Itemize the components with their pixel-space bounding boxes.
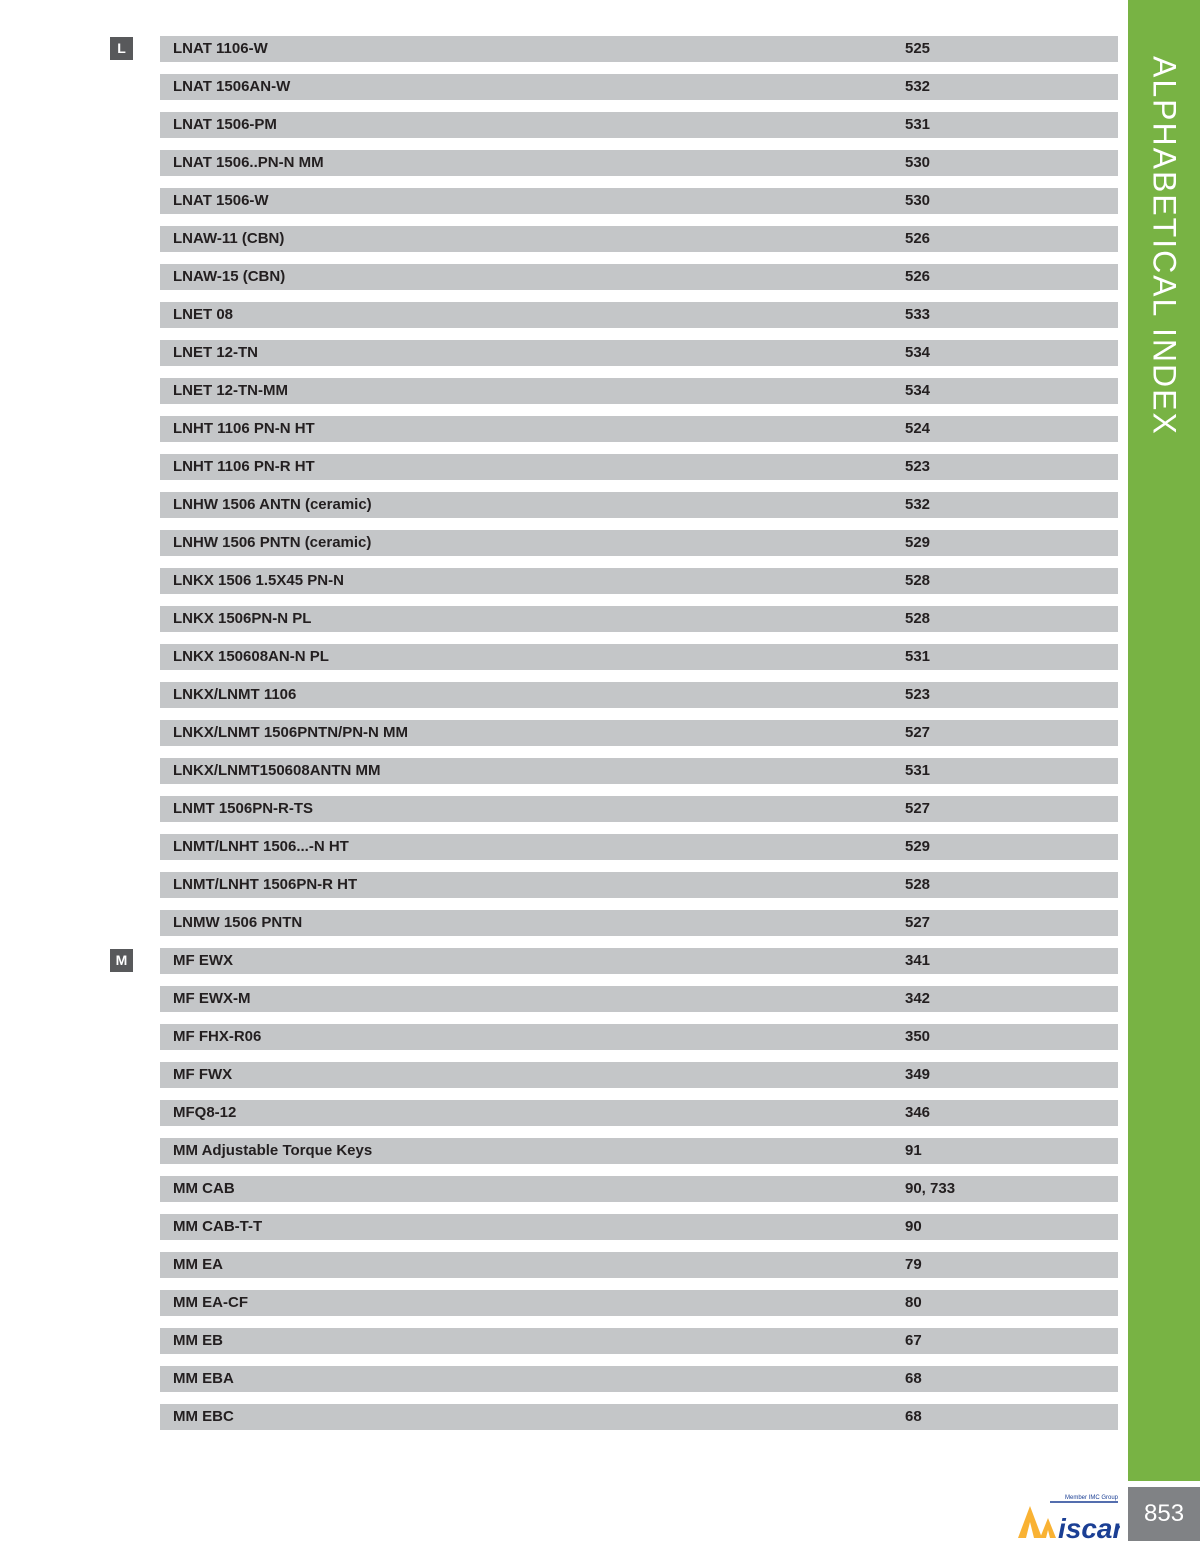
- entry-name: LNKX 1506 1.5X45 PN-N: [173, 572, 344, 589]
- index-row: [160, 1100, 1118, 1126]
- entry-page: 527: [905, 914, 931, 931]
- entry-page: 531: [905, 762, 931, 779]
- index-row: [160, 188, 1118, 214]
- index-row: [160, 264, 1118, 290]
- entry-page: 523: [905, 686, 931, 703]
- entry-page: 91: [905, 1142, 922, 1159]
- entry-page: 80: [905, 1294, 922, 1311]
- page-number-badge: 853: [1128, 1487, 1200, 1541]
- logo-yellow-mark-2: [1040, 1518, 1056, 1538]
- index-row: [160, 378, 1118, 404]
- index-row: [160, 720, 1118, 746]
- entry-page: 529: [905, 838, 931, 855]
- entry-name: LNKX 150608AN-N PL: [173, 648, 329, 665]
- entry-page: 524: [905, 420, 931, 437]
- entry-page: 534: [905, 344, 931, 361]
- index-list: [115, 36, 1118, 1442]
- entry-name: MM CAB: [173, 1180, 235, 1197]
- alphabetical-index-tab: [1128, 0, 1200, 1481]
- entry-name: LNMW 1506 PNTN: [173, 914, 303, 931]
- logo-yellow-mark: [1018, 1506, 1042, 1538]
- iscar-logo: [1016, 1492, 1120, 1542]
- entry-name: LNAT 1506AN-W: [173, 78, 291, 95]
- entry-page: 534: [905, 382, 931, 399]
- index-row: [160, 226, 1118, 252]
- entry-page: 528: [905, 876, 931, 893]
- iscar-logo-graphic: [1016, 1492, 1120, 1542]
- entry-page: 532: [905, 78, 931, 95]
- index-row: [160, 872, 1118, 898]
- entry-name: LNHW 1506 PNTN (ceramic): [173, 534, 372, 551]
- entry-name: LNAT 1506..PN-N MM: [173, 154, 324, 171]
- entry-page: 527: [905, 724, 931, 741]
- entry-name: MM EA: [173, 1256, 223, 1273]
- index-row: [160, 302, 1118, 328]
- entry-page: 527: [905, 800, 931, 817]
- section-rows: [160, 36, 1118, 936]
- entry-page: 342: [905, 990, 931, 1007]
- entry-page: 523: [905, 458, 931, 475]
- section-letter-badge: [110, 949, 133, 972]
- index-row: [160, 112, 1118, 138]
- entry-name: LNMT 1506PN-R-TS: [173, 800, 314, 817]
- index-row: [160, 1062, 1118, 1088]
- entry-name: MM EBA: [173, 1370, 234, 1387]
- entry-page: 68: [905, 1408, 922, 1425]
- index-row: [160, 1252, 1118, 1278]
- entry-page: 532: [905, 496, 931, 513]
- section-letter-badge: [110, 37, 133, 60]
- entry-name: LNET 08: [173, 306, 234, 323]
- index-row: [160, 1176, 1118, 1202]
- entry-name: LNHW 1506 ANTN (ceramic): [173, 496, 372, 513]
- index-row: [160, 682, 1118, 708]
- entry-page: 529: [905, 534, 931, 551]
- index-row: [160, 492, 1118, 518]
- index-row: [160, 948, 1118, 974]
- entry-name: LNKX/LNMT 1506PNTN/PN-N MM: [173, 724, 409, 741]
- index-row: [160, 1366, 1118, 1392]
- entry-page: 531: [905, 648, 931, 665]
- entry-page: 531: [905, 116, 931, 133]
- index-row: [160, 644, 1118, 670]
- entry-page: 350: [905, 1028, 931, 1045]
- section-rows: [160, 948, 1118, 1430]
- entry-name: MF EWX-M: [173, 990, 251, 1007]
- entry-page: 526: [905, 268, 931, 285]
- index-row: [160, 1138, 1118, 1164]
- entry-name: LNAT 1106-W: [173, 40, 268, 57]
- entry-name: LNMT/LNHT 1506...-N HT: [173, 838, 349, 855]
- index-row: [160, 150, 1118, 176]
- index-row: [160, 454, 1118, 480]
- index-row: [160, 834, 1118, 860]
- section-letter-label: L: [117, 40, 126, 56]
- entry-name: MF EWX: [173, 952, 233, 969]
- entry-name: MM CAB-T-T: [173, 1218, 263, 1235]
- entry-name: LNHT 1106 PN-R HT: [173, 458, 315, 475]
- entry-page: 90, 733: [905, 1180, 956, 1197]
- index-row: [160, 606, 1118, 632]
- entry-name: LNKX 1506PN-N PL: [173, 610, 312, 627]
- entry-page: 346: [905, 1104, 931, 1121]
- index-row: [160, 36, 1118, 62]
- entry-name: MF FHX-R06: [173, 1028, 262, 1045]
- entry-name: LNET 12-TN: [173, 344, 259, 361]
- entry-name: LNAW-11 (CBN): [173, 230, 285, 247]
- index-section: [117, 36, 1118, 936]
- entry-name: MF FWX: [173, 1066, 233, 1083]
- index-section: [115, 948, 1118, 1430]
- entry-page: 526: [905, 230, 931, 247]
- entry-page: 67: [905, 1332, 922, 1349]
- alphabetical-index-label: ALPHABETICAL INDEX: [1146, 56, 1183, 436]
- index-row: [160, 986, 1118, 1012]
- index-row: [160, 1024, 1118, 1050]
- entry-name: MM EB: [173, 1332, 223, 1349]
- entry-page: 530: [905, 192, 931, 209]
- entry-page: 528: [905, 572, 931, 589]
- entry-name: MM EA-CF: [173, 1294, 248, 1311]
- entry-page: 530: [905, 154, 931, 171]
- index-row: [160, 530, 1118, 556]
- entry-name: LNMT/LNHT 1506PN-R HT: [173, 876, 358, 893]
- entry-name: LNHT 1106 PN-N HT: [173, 420, 315, 437]
- entry-page: 79: [905, 1256, 922, 1273]
- entry-page: 90: [905, 1218, 922, 1235]
- index-row: [160, 796, 1118, 822]
- index-row: [160, 568, 1118, 594]
- index-row: [160, 74, 1118, 100]
- entry-name: MM Adjustable Torque Keys: [173, 1142, 373, 1159]
- entry-page: 533: [905, 306, 931, 323]
- index-row: [160, 1290, 1118, 1316]
- logo-brand-text: iscar: [1058, 1513, 1120, 1542]
- entry-name: LNAT 1506-PM: [173, 116, 277, 133]
- entry-name: LNKX/LNMT 1106: [173, 686, 297, 703]
- entry-page: 349: [905, 1066, 931, 1083]
- index-row: [160, 758, 1118, 784]
- entry-name: LNAT 1506-W: [173, 192, 269, 209]
- index-row: [160, 1328, 1118, 1354]
- index-row: [160, 340, 1118, 366]
- index-row: [160, 1214, 1118, 1240]
- entry-name: MFQ8-12: [173, 1104, 237, 1121]
- entry-name: LNKX/LNMT150608ANTN MM: [173, 762, 381, 779]
- logo-tagline: Member IMC Group: [1064, 1495, 1118, 1501]
- index-row: [160, 910, 1118, 936]
- index-row: [160, 416, 1118, 442]
- section-letter-label: M: [115, 952, 128, 968]
- entry-page: 528: [905, 610, 931, 627]
- index-row: [160, 1404, 1118, 1430]
- entry-page: 341: [905, 952, 931, 969]
- entry-name: LNET 12-TN-MM: [173, 382, 288, 399]
- entry-page: 525: [905, 40, 931, 57]
- entry-name: LNAW-15 (CBN): [173, 268, 286, 285]
- entry-name: MM EBC: [173, 1408, 234, 1425]
- entry-page: 68: [905, 1370, 922, 1387]
